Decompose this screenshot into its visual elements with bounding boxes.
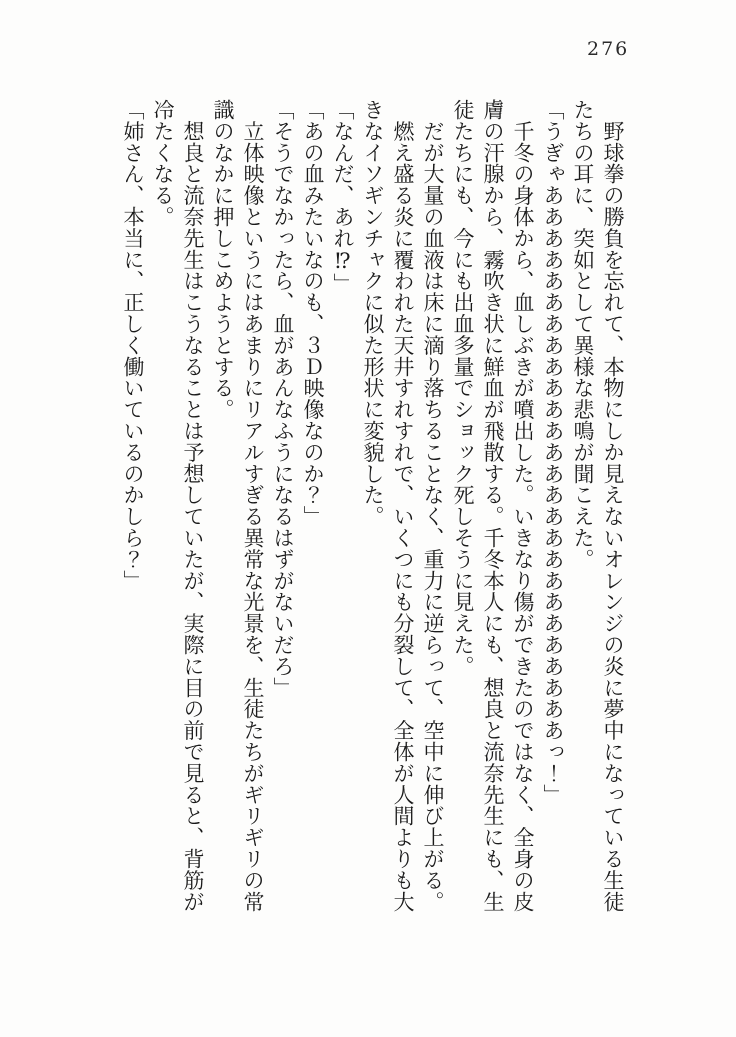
page-text [118,99,628,923]
text-line: 想良と流奈先生はこうなることは予想していたが、実際に目の前で見ると、背筋が [181,99,205,913]
text-line: 「うぎゃああああああああああああああああああああああああああっ！」 [541,99,565,806]
text-line: 「なんだ、あれ⁉」 [331,99,355,295]
text-line: 「姉さん、本当に、正しく働いているのかしら？」 [121,99,145,592]
text-line: 徒たちにも、今にも出血多量でショック死しそうに見えた。 [451,99,475,677]
text-line: きなイソギンチャクに似た形状に変貌した。 [361,99,385,527]
text-line: 立体映像というにはあまりにリアルすぎる異常な光景を、生徒たちがギリギリの常 [241,99,265,913]
text-line: 燃え盛る炎に覆われた天井すれすれで、いくつにも分裂して、全体が人間よりも大 [391,99,415,913]
text-line: だが大量の血液は床に滴り落ちることなく、重力に逆らって、空中に伸び上がる。 [421,99,445,913]
text-line: 膚の汗腺から、霧吹き状に鮮血が飛散する。千冬本人にも、想良と流奈先生にも、生 [481,99,505,913]
text-line: 「そうでなかったら、血があんなふうになるはずがないだろ」 [271,99,295,699]
text-line: 千冬の身体から、血しぶきが噴出した。いきなり傷ができたのではなく、全身の皮 [511,99,535,913]
text-line: 識のなかに押しこめようとする。 [211,99,235,420]
text-line: 冷たくなる。 [151,99,175,228]
page-number: 276 [587,38,630,60]
text-line: たちの耳に、突如として異様な悲鳴が聞こえた。 [571,99,595,570]
text-line: 「あの血みたいなのも、３Ｄ映像なのか？」 [301,99,325,527]
text-line: 野球拳の勝負を忘れて、本物にしか見えないオレンジの炎に夢中になっている生徒 [601,99,625,913]
